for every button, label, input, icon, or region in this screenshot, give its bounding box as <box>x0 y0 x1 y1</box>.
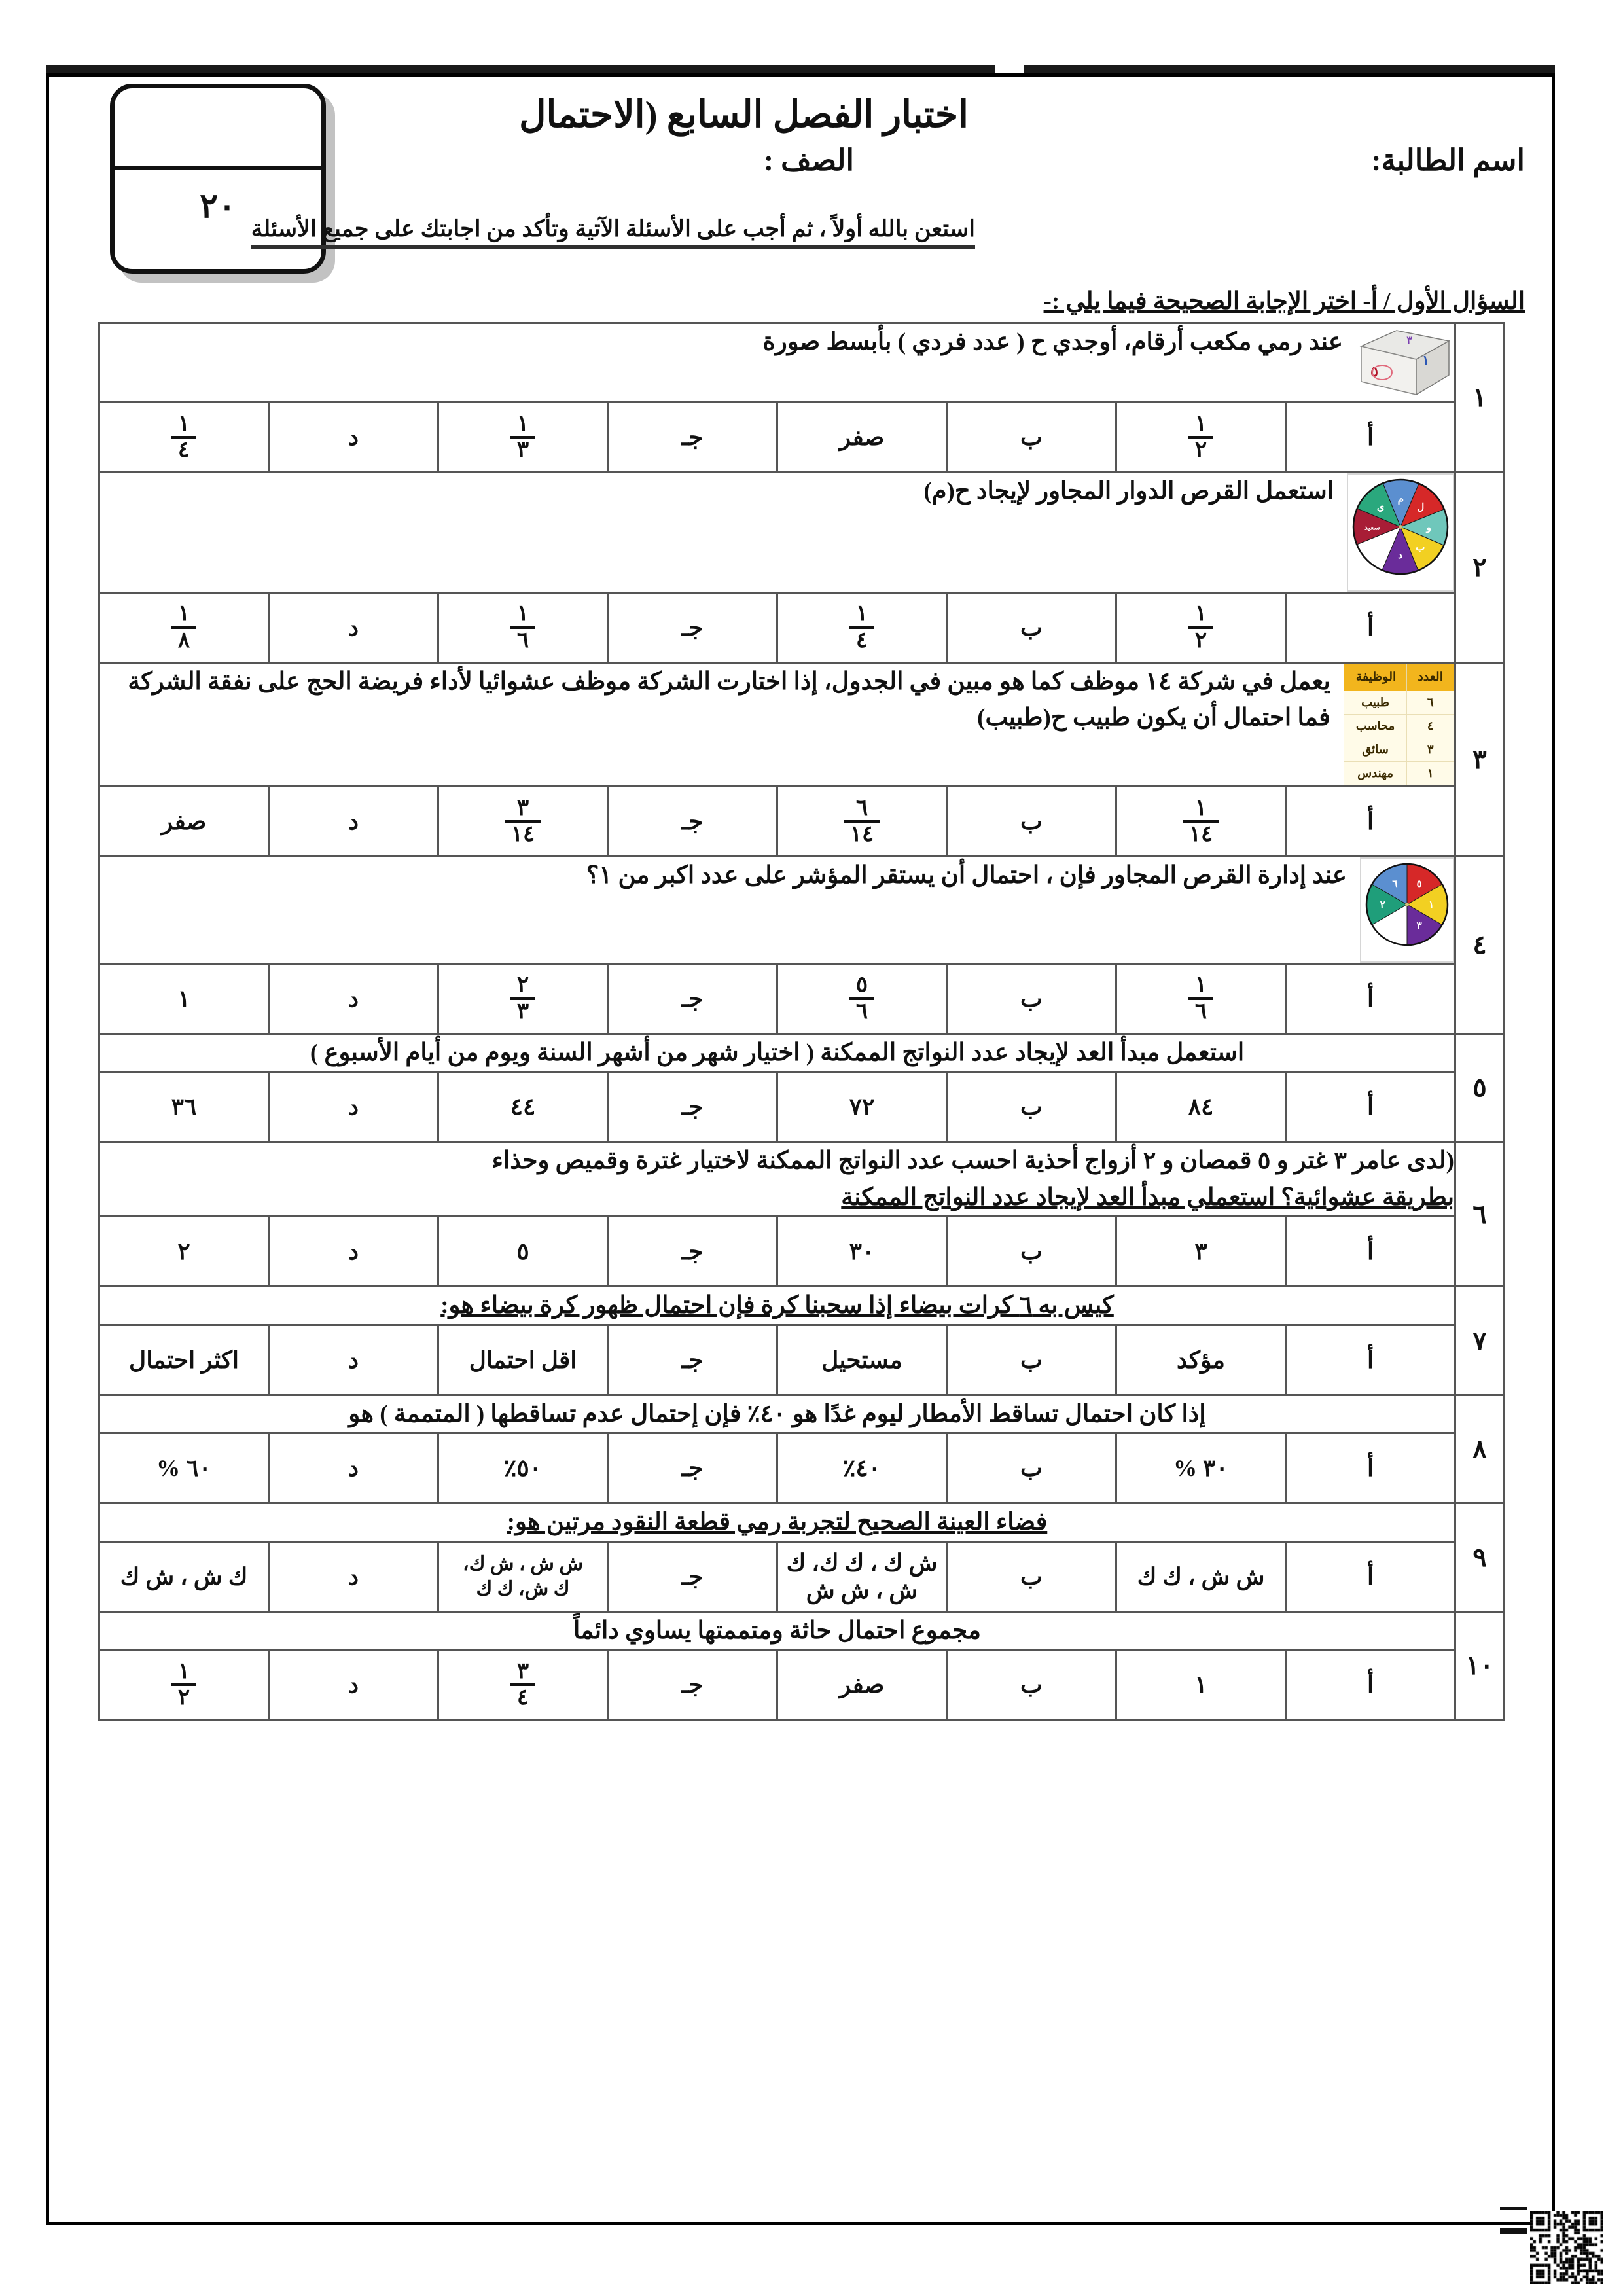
jobs-figure-table <box>1344 664 1454 786</box>
question-options-row <box>99 1217 1505 1287</box>
svg-text:٣: ٣ <box>1416 921 1422 932</box>
fraction-numerator: ١ <box>177 1659 190 1683</box>
table-row <box>1344 715 1454 738</box>
fraction <box>171 1660 196 1710</box>
option-value-1[interactable] <box>1116 592 1286 662</box>
option-value-3[interactable] <box>438 1541 608 1611</box>
question-stem-line: كيس به ٦ كرات بيضاء إذا سحبنا كرة فإن احتمال ظهور كرة بيضاء هو: <box>440 1292 1114 1319</box>
table-row <box>1344 762 1454 785</box>
fraction <box>510 973 535 1023</box>
option-value-1[interactable] <box>1116 1072 1286 1142</box>
fraction <box>1183 797 1220 846</box>
option-text: اكثر احتمال <box>129 1346 239 1373</box>
option-value-4[interactable] <box>99 787 269 857</box>
fraction-denominator: ٣ <box>510 997 535 1024</box>
fraction-numerator: ١ <box>1194 795 1207 820</box>
option-letter-3[interactable]: جـ <box>608 1217 777 1287</box>
option-letter-4[interactable]: د <box>269 1217 438 1287</box>
question-stem <box>99 1033 1455 1072</box>
option-line: ك ش، ك ك <box>476 1577 570 1600</box>
option-letter-1[interactable]: أ <box>1286 592 1455 662</box>
fraction-denominator: ٢ <box>171 1683 196 1710</box>
option-letter-2[interactable]: ب <box>947 1072 1116 1142</box>
svg-text:ل: ل <box>1417 502 1425 513</box>
fraction-denominator: ٣ <box>510 436 535 462</box>
spinner-numbers-icon <box>1364 862 1450 947</box>
question-stem-row <box>99 1287 1505 1325</box>
table-row <box>1344 738 1454 762</box>
option-value-1[interactable] <box>1116 963 1286 1033</box>
fraction <box>1188 602 1213 652</box>
option-value-3[interactable] <box>438 1650 608 1720</box>
question-options-row <box>99 1325 1505 1395</box>
fraction <box>171 412 196 462</box>
option-letter-4[interactable]: د <box>269 963 438 1033</box>
question-options-row <box>99 403 1505 473</box>
qr-code-icon <box>1530 2211 1603 2284</box>
option-text: ١ <box>177 985 190 1012</box>
fraction-denominator: ٦ <box>1188 997 1213 1024</box>
question-stem-row <box>99 662 1505 787</box>
option-value-3[interactable] <box>438 403 608 473</box>
fraction-numerator: ٦ <box>855 795 868 820</box>
question-stem-row <box>99 1611 1505 1650</box>
question-stem-row <box>99 1033 1505 1072</box>
option-value-2[interactable] <box>777 1541 947 1611</box>
jobs-count-cell: ٣ <box>1407 738 1454 762</box>
option-letter-1[interactable]: أ <box>1286 963 1455 1033</box>
option-letter-3[interactable]: جـ <box>608 1072 777 1142</box>
question-stem-row <box>99 1395 1505 1433</box>
option-text: صفر <box>839 424 885 450</box>
fraction-denominator: ٢ <box>1188 626 1213 653</box>
option-value-4[interactable] <box>99 403 269 473</box>
option-text: ٥٠٪ <box>503 1455 542 1481</box>
option-letter-1[interactable]: أ <box>1286 1217 1455 1287</box>
spinner-numbers-figure <box>1360 857 1454 963</box>
option-value-1[interactable] <box>1116 1541 1286 1611</box>
question-options-row <box>99 963 1505 1033</box>
option-value-3[interactable] <box>438 787 608 857</box>
question-number: ٧ <box>1455 1287 1505 1395</box>
question-options-row <box>99 1072 1505 1142</box>
option-value-3[interactable] <box>438 1072 608 1142</box>
fraction-denominator: ٢ <box>1188 436 1213 462</box>
spinner-letters-icon <box>1351 478 1450 576</box>
option-value-3[interactable] <box>438 963 608 1033</box>
option-value-1[interactable] <box>1116 1650 1286 1720</box>
question-stem-row <box>99 473 1505 593</box>
fraction <box>505 797 542 846</box>
fraction-numerator: ٢ <box>516 973 529 997</box>
option-value-2[interactable] <box>777 787 947 857</box>
option-text: ٤٤ <box>510 1094 536 1120</box>
svg-text:ي: ي <box>1376 502 1385 513</box>
jobs-name-cell: طبيب <box>1344 691 1407 715</box>
option-letter-2[interactable]: ب <box>947 1217 1116 1287</box>
question-stem-line: استعمل القرص الدوار المجاور لإيجاد ح(م) <box>923 478 1334 505</box>
option-value-2[interactable] <box>777 1325 947 1395</box>
svg-text:١: ١ <box>1429 900 1435 910</box>
svg-text:١: ١ <box>1422 353 1429 368</box>
option-value-1[interactable] <box>1116 403 1286 473</box>
option-text: ك ش ، ش ك <box>120 1563 248 1590</box>
grade-box-divider <box>115 166 321 170</box>
option-letter-2[interactable]: ب <box>947 1325 1116 1395</box>
option-value-4[interactable] <box>99 1650 269 1720</box>
question-stem-line: فضاء العينة الصحيح لتجربة رمي قطعة النقود مرتين هو: <box>507 1509 1048 1535</box>
fraction-numerator: ١ <box>1194 973 1207 997</box>
fraction-numerator: ١ <box>177 411 190 436</box>
instruction-text: استعن بالله أولاً ، ثم أجب على الأسئلة الآتية وتأكد من اجابتك على جميع الأسئلة <box>251 216 975 249</box>
fraction-numerator: ١ <box>177 601 190 626</box>
option-letter-3[interactable]: جـ <box>608 787 777 857</box>
question-stem <box>99 1287 1455 1325</box>
question-number: ٢ <box>1455 473 1505 663</box>
dice-icon <box>1356 324 1454 401</box>
question-options-row <box>99 592 1505 662</box>
option-text: ش ش ، ك ك <box>1137 1563 1265 1590</box>
option-letter-1[interactable]: أ <box>1286 1541 1455 1611</box>
option-letter-2[interactable]: ب <box>947 403 1116 473</box>
option-letter-2[interactable]: ب <box>947 787 1116 857</box>
jobs-table-header: العدد <box>1407 664 1454 691</box>
question-stem-row <box>99 1503 1505 1542</box>
option-letter-4[interactable]: د <box>269 592 438 662</box>
option-letter-4[interactable]: د <box>269 1541 438 1611</box>
option-value-4[interactable] <box>99 1325 269 1395</box>
qr-tick-upper <box>1500 2207 1527 2210</box>
page-title: اختبار الفصل السابع (الاحتمال <box>519 94 969 135</box>
fraction-denominator: ٤ <box>171 436 196 462</box>
fraction-denominator: ٤ <box>849 626 874 653</box>
question-number: ٥ <box>1455 1033 1505 1142</box>
option-text: ٣٦ <box>171 1094 197 1120</box>
option-letter-3[interactable]: جـ <box>608 963 777 1033</box>
question-stem-line: عند رمي مكعب أرقام، أوجدي ح ( عدد فردي ) بأبسط صورة <box>762 329 1343 355</box>
jobs-figure <box>1344 664 1454 786</box>
option-letter-4[interactable]: د <box>269 1433 438 1503</box>
option-letter-2[interactable]: ب <box>947 1650 1116 1720</box>
option-text: ٣٠ % <box>1173 1455 1228 1481</box>
option-letter-1[interactable]: أ <box>1286 403 1455 473</box>
fraction <box>849 973 874 1023</box>
question-stem-row <box>99 1142 1505 1217</box>
option-line: ش ش ، ش ك، <box>463 1553 583 1575</box>
fraction-denominator: ٦ <box>510 626 535 653</box>
option-letter-4[interactable]: د <box>269 1072 438 1142</box>
option-value-2[interactable] <box>777 592 947 662</box>
svg-text:٥: ٥ <box>1370 363 1378 380</box>
dice-figure <box>1356 324 1454 401</box>
questions-table <box>98 322 1505 1721</box>
jobs-table-header: الوظيفة <box>1344 664 1407 691</box>
table-row <box>1344 691 1454 715</box>
fraction-numerator: ١ <box>1194 601 1207 626</box>
option-text: ٣ <box>1194 1238 1207 1265</box>
option-text: ش ك ، ك ك، ك ش ، ش ش <box>786 1549 938 1604</box>
svg-text:٦: ٦ <box>1392 878 1398 889</box>
question-number: ٦ <box>1455 1142 1505 1287</box>
jobs-name-cell: سائق <box>1344 738 1407 762</box>
svg-text:و: و <box>1426 522 1431 533</box>
svg-text:٣: ٣ <box>1406 335 1412 346</box>
fraction-denominator: ٨ <box>171 626 196 653</box>
svg-text:٢: ٢ <box>1380 900 1385 910</box>
option-text: ١ <box>1194 1672 1207 1698</box>
fraction-denominator: ١٤ <box>505 820 542 846</box>
question-stem <box>99 857 1455 964</box>
question-stem-row <box>99 857 1505 964</box>
fraction-denominator: ١٤ <box>844 820 881 846</box>
fraction <box>510 1660 535 1710</box>
option-letter-1[interactable]: أ <box>1286 1433 1455 1503</box>
section-heading-one <box>1044 287 1525 315</box>
svg-text:سعيد: سعيد <box>1364 524 1380 532</box>
option-letter-2[interactable]: ب <box>947 592 1116 662</box>
fraction-denominator: ٦ <box>849 997 874 1024</box>
option-text: مؤكد <box>1177 1346 1225 1373</box>
option-value-2[interactable] <box>777 1650 947 1720</box>
spinner-letters-figure <box>1347 473 1454 592</box>
option-text: صفر <box>161 808 207 834</box>
question-stem-line: عند إدارة القرص المجاور فإن ، احتمال أن يستقر المؤشر على عدد اكبر من ١؟ <box>586 862 1347 889</box>
option-letter-4[interactable]: د <box>269 403 438 473</box>
option-text: ٥ <box>516 1238 529 1265</box>
question-options-row <box>99 1650 1505 1720</box>
option-value-4[interactable] <box>99 1217 269 1287</box>
fraction <box>1188 973 1213 1023</box>
fraction <box>849 602 874 652</box>
option-text: ٨٤ <box>1188 1094 1214 1120</box>
jobs-count-cell: ٤ <box>1407 715 1454 738</box>
option-letter-3[interactable]: جـ <box>608 1650 777 1720</box>
option-letter-1[interactable]: أ <box>1286 1072 1455 1142</box>
option-value-4[interactable] <box>99 1072 269 1142</box>
option-value-4[interactable] <box>99 963 269 1033</box>
option-letter-1[interactable]: أ <box>1286 787 1455 857</box>
question-number: ٤ <box>1455 857 1505 1034</box>
fraction-denominator: ١٤ <box>1183 820 1220 846</box>
question-stem-line: إذا كان احتمال تساقط الأمطار ليوم غدًا هو ٤٠٪ فإن إحتمال عدم تساقطها ( المتممة ) هو <box>348 1400 1206 1427</box>
svg-text:٤: ٤ <box>1392 921 1398 932</box>
option-text: ٦٠ % <box>156 1455 211 1481</box>
question-stem-row <box>99 323 1505 403</box>
fraction-numerator: ٣ <box>516 795 529 820</box>
option-letter-1[interactable]: أ <box>1286 1650 1455 1720</box>
svg-text:م: م <box>1397 493 1404 505</box>
option-letter-3[interactable]: جـ <box>608 1433 777 1503</box>
option-text: ٤٠٪ <box>842 1455 881 1481</box>
jobs-count-cell: ١ <box>1407 762 1454 785</box>
fraction-numerator: ١ <box>855 601 868 626</box>
jobs-count-cell: ٦ <box>1407 691 1454 715</box>
fraction <box>510 602 535 652</box>
fraction <box>1188 412 1213 462</box>
question-stem-line: مجموع احتمال حاثة ومتممتها يساوي دائماً <box>573 1617 981 1644</box>
question-stem-line: بطريقة عشوائية؟ استعملي مبدأ العد لإيجاد عدد النواتج الممكنة <box>841 1183 1454 1211</box>
option-value-2[interactable] <box>777 1217 947 1287</box>
option-value-1[interactable] <box>1116 1217 1286 1287</box>
option-value-1[interactable] <box>1116 1325 1286 1395</box>
question-number: ٨ <box>1455 1395 1505 1503</box>
svg-text:٥: ٥ <box>1416 878 1422 889</box>
option-text: اقل احتمال <box>469 1346 577 1373</box>
option-letter-1[interactable]: أ <box>1286 1325 1455 1395</box>
question-stem <box>99 1395 1455 1433</box>
question-number: ١ <box>1455 323 1505 473</box>
fraction-numerator: ٣ <box>516 1659 529 1683</box>
option-letter-4[interactable]: د <box>269 787 438 857</box>
question-options-row <box>99 1433 1505 1503</box>
jobs-name-cell: محاسب <box>1344 715 1407 738</box>
option-letter-3[interactable]: جـ <box>608 592 777 662</box>
option-letter-2[interactable]: ب <box>947 963 1116 1033</box>
option-text: ٢ <box>177 1238 190 1265</box>
option-value-3[interactable] <box>438 1217 608 1287</box>
svg-text:هـ: هـ <box>1376 542 1385 553</box>
svg-text:ب: ب <box>1416 542 1425 553</box>
question-number: ٩ <box>1455 1503 1505 1612</box>
student-name-field-label: اسم الطالبة: <box>1371 144 1525 177</box>
question-stem <box>99 473 1455 593</box>
option-value-4[interactable] <box>99 1541 269 1611</box>
option-value-4[interactable] <box>99 592 269 662</box>
option-value-2[interactable] <box>777 1433 947 1503</box>
svg-text:د: د <box>1398 550 1402 562</box>
option-value-4[interactable] <box>99 1433 269 1503</box>
option-value-2[interactable] <box>777 403 947 473</box>
question-stem <box>99 323 1455 403</box>
option-letter-2[interactable]: ب <box>947 1541 1116 1611</box>
option-letter-4[interactable]: د <box>269 1650 438 1720</box>
question-number: ١٠ <box>1455 1611 1505 1720</box>
question-stem <box>99 1611 1455 1650</box>
option-letter-4[interactable]: د <box>269 1325 438 1395</box>
option-letter-3[interactable]: جـ <box>608 403 777 473</box>
option-value-3[interactable] <box>438 592 608 662</box>
question-stem-line: (لدى عامر ٣ غتر و ٥ قمصان و ٢ أزواج أحذية احسب عدد النواتج الممكنة لاختيار غترة وقميص وحذاء <box>491 1147 1454 1174</box>
question-number: ٣ <box>1455 662 1505 857</box>
option-text: مستحيل <box>821 1346 902 1373</box>
fraction <box>844 797 881 846</box>
class-field-label: الصف : <box>763 144 854 177</box>
option-text: صفر <box>839 1672 885 1698</box>
question-stem <box>99 662 1455 787</box>
question-options-row <box>99 1541 1505 1611</box>
fraction-numerator: ١ <box>516 411 529 436</box>
question-stem <box>99 1503 1455 1542</box>
option-letter-2[interactable]: ب <box>947 1433 1116 1503</box>
fraction <box>171 602 196 652</box>
section-heading-one-label: السؤال الأول / أ- اختر الإجابة الصحيحة فيما يلي :- <box>1043 288 1525 315</box>
qr-tick-lower <box>1500 2228 1527 2234</box>
grade-total: ٢٠ <box>200 188 236 225</box>
option-value-1[interactable] <box>1116 787 1286 857</box>
fraction-numerator: ١ <box>1194 411 1207 436</box>
option-value-2[interactable] <box>777 1072 947 1142</box>
option-text: ٣٠ <box>849 1238 875 1265</box>
question-stem-line: يعمل في شركة ١٤ موظف كما هو مبين في الجدول، إذا اختارت الشركة موظف عشوائيا لأداء فريضة الحج على نفقة الشركة فما احتمال أن يكون طبيب ح(طبيب) <box>128 668 1330 731</box>
fraction-denominator: ٤ <box>510 1683 535 1710</box>
fraction <box>510 412 535 462</box>
option-letter-3[interactable]: جـ <box>608 1541 777 1611</box>
option-value-1[interactable] <box>1116 1433 1286 1503</box>
fraction-numerator: ٥ <box>855 973 868 997</box>
jobs-name-cell: مهندس <box>1344 762 1407 785</box>
question-stem-line: استعمل مبدأ العد لإيجاد عدد النواتج الممكنة ( اختيار شهر من أشهر السنة ويوم من أيام الأسبوع ) <box>310 1039 1245 1066</box>
question-stem <box>99 1142 1455 1217</box>
option-letter-3[interactable]: جـ <box>608 1325 777 1395</box>
question-options-row <box>99 787 1505 857</box>
option-value-3[interactable] <box>438 1325 608 1395</box>
option-text: ٧٢ <box>849 1094 875 1120</box>
fraction-numerator: ١ <box>516 601 529 626</box>
option-value-3[interactable] <box>438 1433 608 1503</box>
option-value-2[interactable] <box>777 963 947 1033</box>
